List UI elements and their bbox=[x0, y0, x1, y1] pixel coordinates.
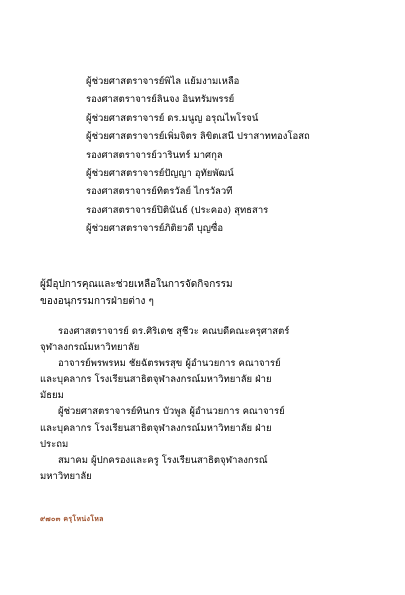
name-line: รองศาสตราจารย์ลินจง อินทรัมพรรย์ bbox=[86, 94, 235, 106]
acknowledgement-line: และบุคลากร โรงเรียนสาธิตจุฬาลงกรณ์มหาวิทยาลัย ฝ่าย bbox=[40, 422, 272, 434]
name-line: ผู้ช่วยศาสตราจารย์พิไล แย้มงามเหลือ bbox=[86, 76, 240, 87]
section-heading-line: ของอนุกรรมการฝ่ายต่าง ๆ bbox=[40, 296, 154, 307]
section-heading bbox=[40, 276, 370, 310]
name-line: รองศาสตราจารย์ปิตินันธ์ (ประคอง) สุทธสาร bbox=[86, 204, 269, 216]
acknowledgement-line: และบุคลากร โรงเรียนสาธิตจุฬาลงกรณ์มหาวิทยาลัย ฝ่าย bbox=[40, 374, 272, 386]
name-line: รองศาสตราจารย์วารินทร์ มาศกุล bbox=[86, 149, 223, 161]
acknowledgement-line: ผู้ช่วยศาสตราจารย์ทินกร บัวพูล ผู้อำนวยการ คณาจารย์ bbox=[58, 406, 285, 418]
name-line: รองศาสตราจารย์ทิตรวัลย์ ไกรวัลวที bbox=[86, 186, 233, 198]
name-line: ผู้ช่วยศาสตราจารย์เพิ่มจิตร ลิขิตเสนี ปราสาททองโอสถ bbox=[86, 131, 310, 143]
acknowledgement-list bbox=[40, 324, 370, 485]
acknowledgement-line: รองศาสตราจารย์ ดร.ศิริเดช สุชีวะ คณบดีคณะครุศาสตร์ bbox=[58, 326, 290, 337]
name-line: ผู้ช่วยศาสตราจารย์ ดร.มนูญ อรุณไพโรจน์ bbox=[86, 112, 259, 124]
name-list bbox=[86, 73, 386, 239]
footer-label: ๙๗๐๓ ครุโหน่งโหล bbox=[40, 515, 104, 523]
acknowledgement-line: ประถม bbox=[40, 438, 69, 450]
name-line: ผู้ช่วยศาสตราจารย์ปัญญา อุทัยพัฒน์ bbox=[86, 168, 234, 180]
section-heading-line: ผู้มีอุปการคุณและช่วยเหลือในการจัดกิจกรรม bbox=[40, 279, 233, 290]
acknowledgement-line: จุฬาลงกรณ์มหาวิทยาลัย bbox=[40, 342, 140, 354]
acknowledgement-line: มัธยม bbox=[40, 390, 64, 402]
acknowledgement-line: อาจารย์พรพรหม ชัยฉัตรพรสุข ผู้อำนวยการ คณาจารย์ bbox=[58, 358, 281, 370]
name-line: ผู้ช่วยศาสตราจารย์ภิติยวดี บุญซื่อ bbox=[86, 223, 224, 235]
acknowledgement-line: มหาวิทยาลัย bbox=[40, 470, 92, 482]
acknowledgement-line: สมาคม ผู้ปกครองและครู โรงเรียนสาธิตจุฬาลงกรณ์ bbox=[58, 454, 268, 466]
